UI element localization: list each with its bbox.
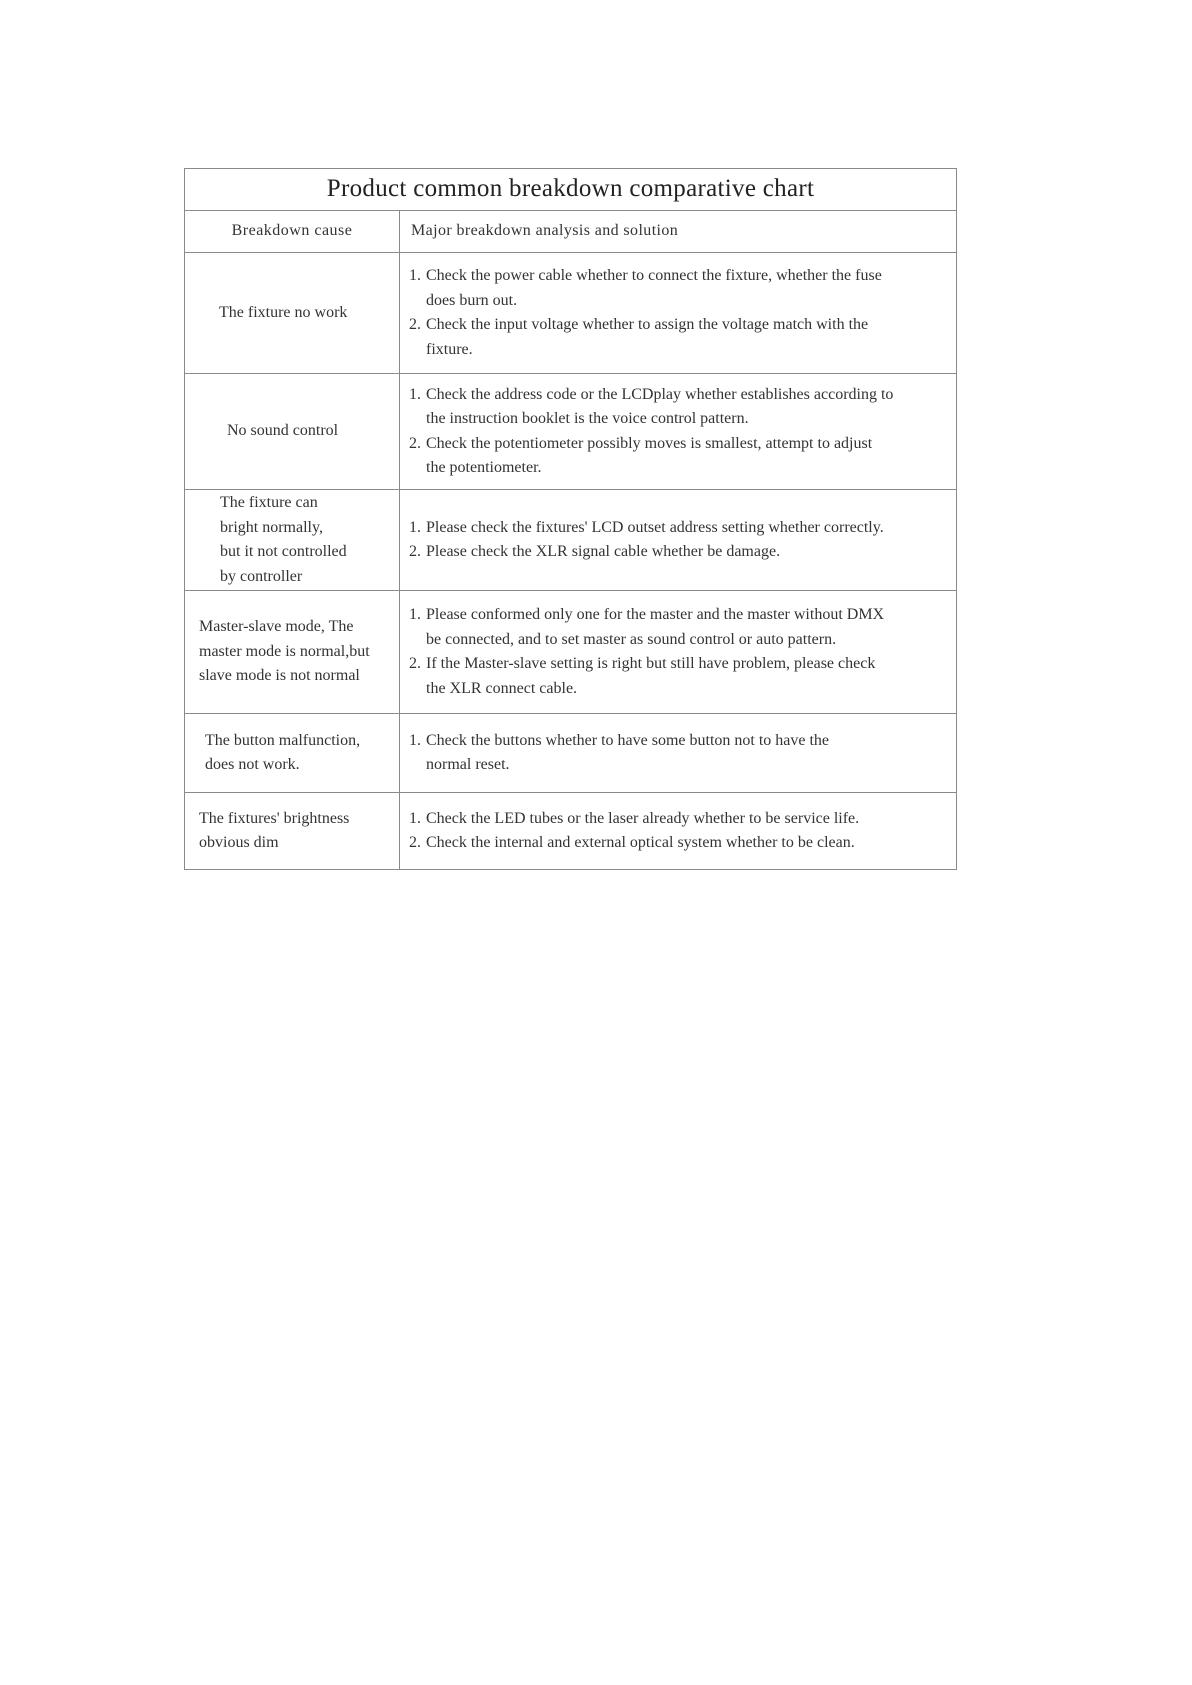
solution-list xyxy=(409,264,956,362)
solution-number: 1. xyxy=(409,731,421,749)
solution-list xyxy=(409,807,956,856)
breakdown-cause-cell: The fixture no work xyxy=(185,253,400,374)
solution-item xyxy=(409,603,956,652)
solution-item xyxy=(409,516,956,541)
solution-number: 1. xyxy=(409,267,421,284)
solution-text: If the Master-slave setting is right but still have problem, please check the XLR connect cable. xyxy=(426,655,876,697)
breakdown-cause-cell: No sound control xyxy=(185,374,400,490)
solution-text: Check the input voltage whether to assign the voltage match with the fixture. xyxy=(426,316,869,358)
header-breakdown-cause: Breakdown cause xyxy=(185,211,400,253)
solution-cell xyxy=(400,374,957,490)
solution-item xyxy=(409,540,956,565)
solution-item xyxy=(409,264,956,313)
solution-number: 2. xyxy=(409,834,421,851)
table-row xyxy=(185,793,957,870)
solution-text: Check the LED tubes or the laser already whether to be service life. xyxy=(426,809,860,827)
solution-text: Check the power cable whether to connect the fixture, whether the fuse does burn out. xyxy=(426,267,882,309)
table-row xyxy=(185,591,957,714)
solution-cell xyxy=(400,253,957,374)
solution-item xyxy=(409,807,956,832)
breakdown-cause-cell: The fixtures' brightness obvious dim xyxy=(185,793,400,870)
table-title-row xyxy=(185,169,957,211)
breakdown-cause-cell: The fixture can bright normally, but it not controlled by controller xyxy=(185,490,400,591)
table-row xyxy=(185,374,957,490)
solution-item xyxy=(409,729,956,778)
solution-number: 2. xyxy=(409,316,421,333)
breakdown-chart-table xyxy=(184,168,957,870)
solution-text: Please check the XLR signal cable whether be damage. xyxy=(426,543,781,560)
solution-item xyxy=(409,313,956,362)
solution-list xyxy=(409,383,956,481)
solution-number: 1. xyxy=(409,809,421,827)
solution-text: Check the buttons whether to have some button not to have the normal reset. xyxy=(426,731,830,773)
table-row xyxy=(185,253,957,374)
solution-text: Check the potentiometer possibly moves is smallest, attempt to adjust the potentiometer. xyxy=(426,434,873,476)
solution-item xyxy=(409,831,956,856)
table-header-row xyxy=(185,211,957,253)
header-analysis-solution: Major breakdown analysis and solution xyxy=(400,211,957,253)
solution-number: 2. xyxy=(409,655,421,672)
solution-number: 2. xyxy=(409,543,421,560)
solution-number: 1. xyxy=(409,385,421,403)
table-title: Product common breakdown comparative chart xyxy=(185,169,957,211)
breakdown-cause-cell: The button malfunction, does not work. xyxy=(185,714,400,793)
solution-text: Please check the fixtures' LCD outset address setting whether correctly. xyxy=(426,518,884,536)
solution-list xyxy=(409,603,956,701)
solution-item xyxy=(409,652,956,701)
solution-text: Check the internal and external optical system whether to be clean. xyxy=(426,834,855,851)
solution-number: 2. xyxy=(409,434,421,452)
solution-item xyxy=(409,432,956,481)
solution-cell xyxy=(400,714,957,793)
solution-text: Check the address code or the LCDplay whether establishes according to the instruction booklet is the voice control pattern. xyxy=(426,385,894,427)
solution-text: Please conformed only one for the master and the master without DMX be connected, and to set master as sound control or auto pattern. xyxy=(426,606,885,648)
solution-cell xyxy=(400,591,957,714)
solution-list xyxy=(409,729,956,778)
solution-cell xyxy=(400,793,957,870)
table-row xyxy=(185,714,957,793)
solution-item xyxy=(409,383,956,432)
solution-number: 1. xyxy=(409,518,421,536)
table-row xyxy=(185,490,957,591)
solution-cell xyxy=(400,490,957,591)
solution-number: 1. xyxy=(409,606,421,623)
breakdown-cause-cell: Master-slave mode, The master mode is normal,but slave mode is not normal xyxy=(185,591,400,714)
solution-list xyxy=(409,516,956,565)
